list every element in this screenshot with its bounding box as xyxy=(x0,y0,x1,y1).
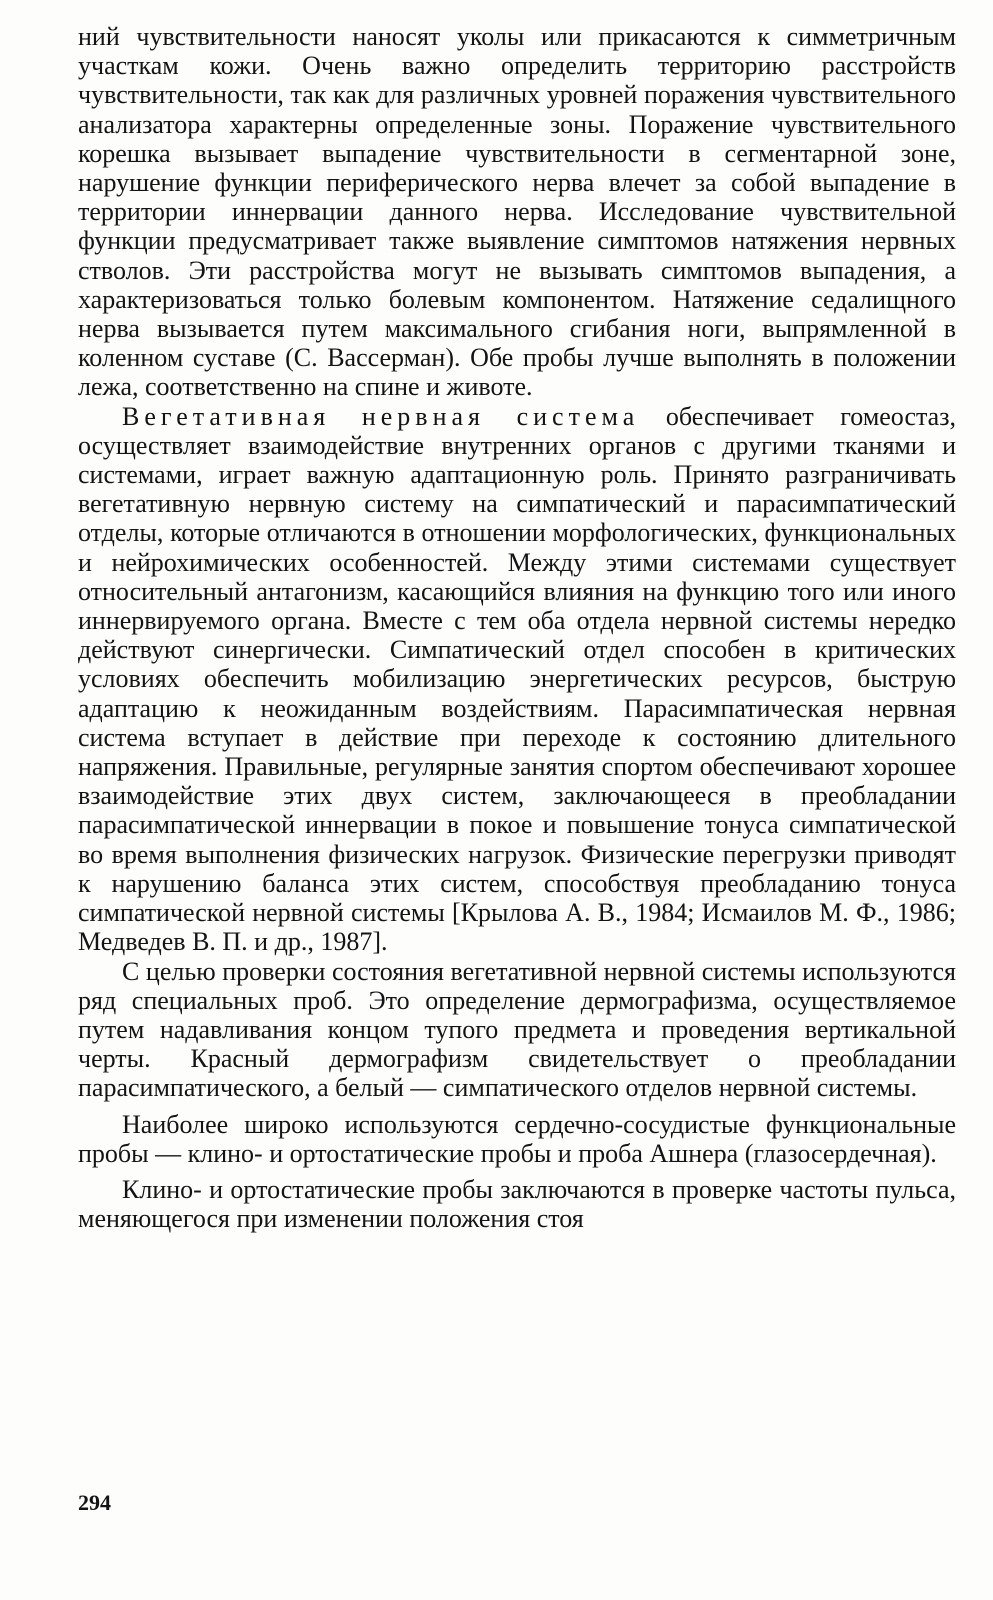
page-number: 294 xyxy=(78,1490,111,1515)
paragraph-autonomic-system xyxy=(78,402,956,957)
paragraph-orthostatic xyxy=(78,1175,956,1233)
spaced-term: Вегетативная нервная система xyxy=(122,401,640,431)
paragraph-cardio-tests xyxy=(78,1110,956,1168)
paragraph-text: Наиболее широко используются сердечно-сосудистые функциональные пробы — клино- и ортостатические пробы и проба Ашнера (глазосердечная). xyxy=(78,1109,956,1168)
paragraph-text: Клино- и ортостатические пробы заключаются в проверке частоты пульса, меняющегося при изменении положения стоя xyxy=(78,1174,956,1234)
paragraph-text: ний чувствительности наносят уколы или прикасаются к симметричным участкам кожи. Очень важно определить территорию расстройств чувствительности, так как для различных уровней поражения чувствительного анализатора характерны определенные зоны. Поражение чувствительного корешка вызывает выпадение чувствительности в сегментарной зоне, нарушение функции периферического нерва влечет за собой выпадение в территории иннервации данного нерва. Исследование чувствительной функции предусматривает также выявление симптомов натяжения нервных стволов. Эти расстройства могут не вызывать симптомов выпадения, а характеризоваться только болевым компонентом. Натяжение седалищного нерва вызывается путем максимального сгибания ноги, выпрямленной в коленном суставе (С. Вассерман). Обе пробы лучше выполнять в положении лежа, соответственно на спине и животе. xyxy=(78,22,956,402)
paragraph-text: С целью проверки состояния вегетативной нервной системы используются ряд специальных проб. Это определение дермографизма, осуществляемое путем надавливания концом тупого предмета и проведения вертикальной черты. Красный дермографизм свидетельствует о преобладании парасимпатического, а белый — симпатического отделов нервной системы. xyxy=(78,956,956,1103)
paragraph-sensitivity xyxy=(78,22,956,402)
paragraph-tests xyxy=(78,957,956,1103)
paragraph-text: обеспечивает гомеостаз, осуществляет взаимодействие внутренних органов с другими тканями и системами, играет важную адаптационную роль. Принято разграничивать вегетативную нервную систему на симпатический и парасимпатический отделы, которые отличаются в отношении морфологических, функциональных и нейрохимических особенностей. Между этими системами существует относительный антагонизм, касающийся влияния на функцию того или иного иннервируемого органа. Вместе с тем оба отдела нервной системы нередко действуют синергически. Симпатический отдел способен в критических условиях обеспечить мобилизацию энергетических ресурсов, быструю адаптацию к неожиданным воздействиям. Парасимпатическая нервная система вступает в действие при переходе к состоянию длительного напряжения. Правильные, регулярные занятия спортом обеспечивают хорошее взаимодействие этих двух систем, заключающееся в преобладании парасимпатической иннервации в покое и повышение тонуса симпатической во время выполнения физических нагрузок. Физические перегрузки приводят к нарушению баланса этих систем, способствуя преобладанию тонуса симпатической нервной системы [Крылова А. В., 1984; Исмаилов М. Ф., 1986; Медведев В. П. и др., 1987]. xyxy=(78,401,956,957)
body-text xyxy=(78,22,956,1233)
